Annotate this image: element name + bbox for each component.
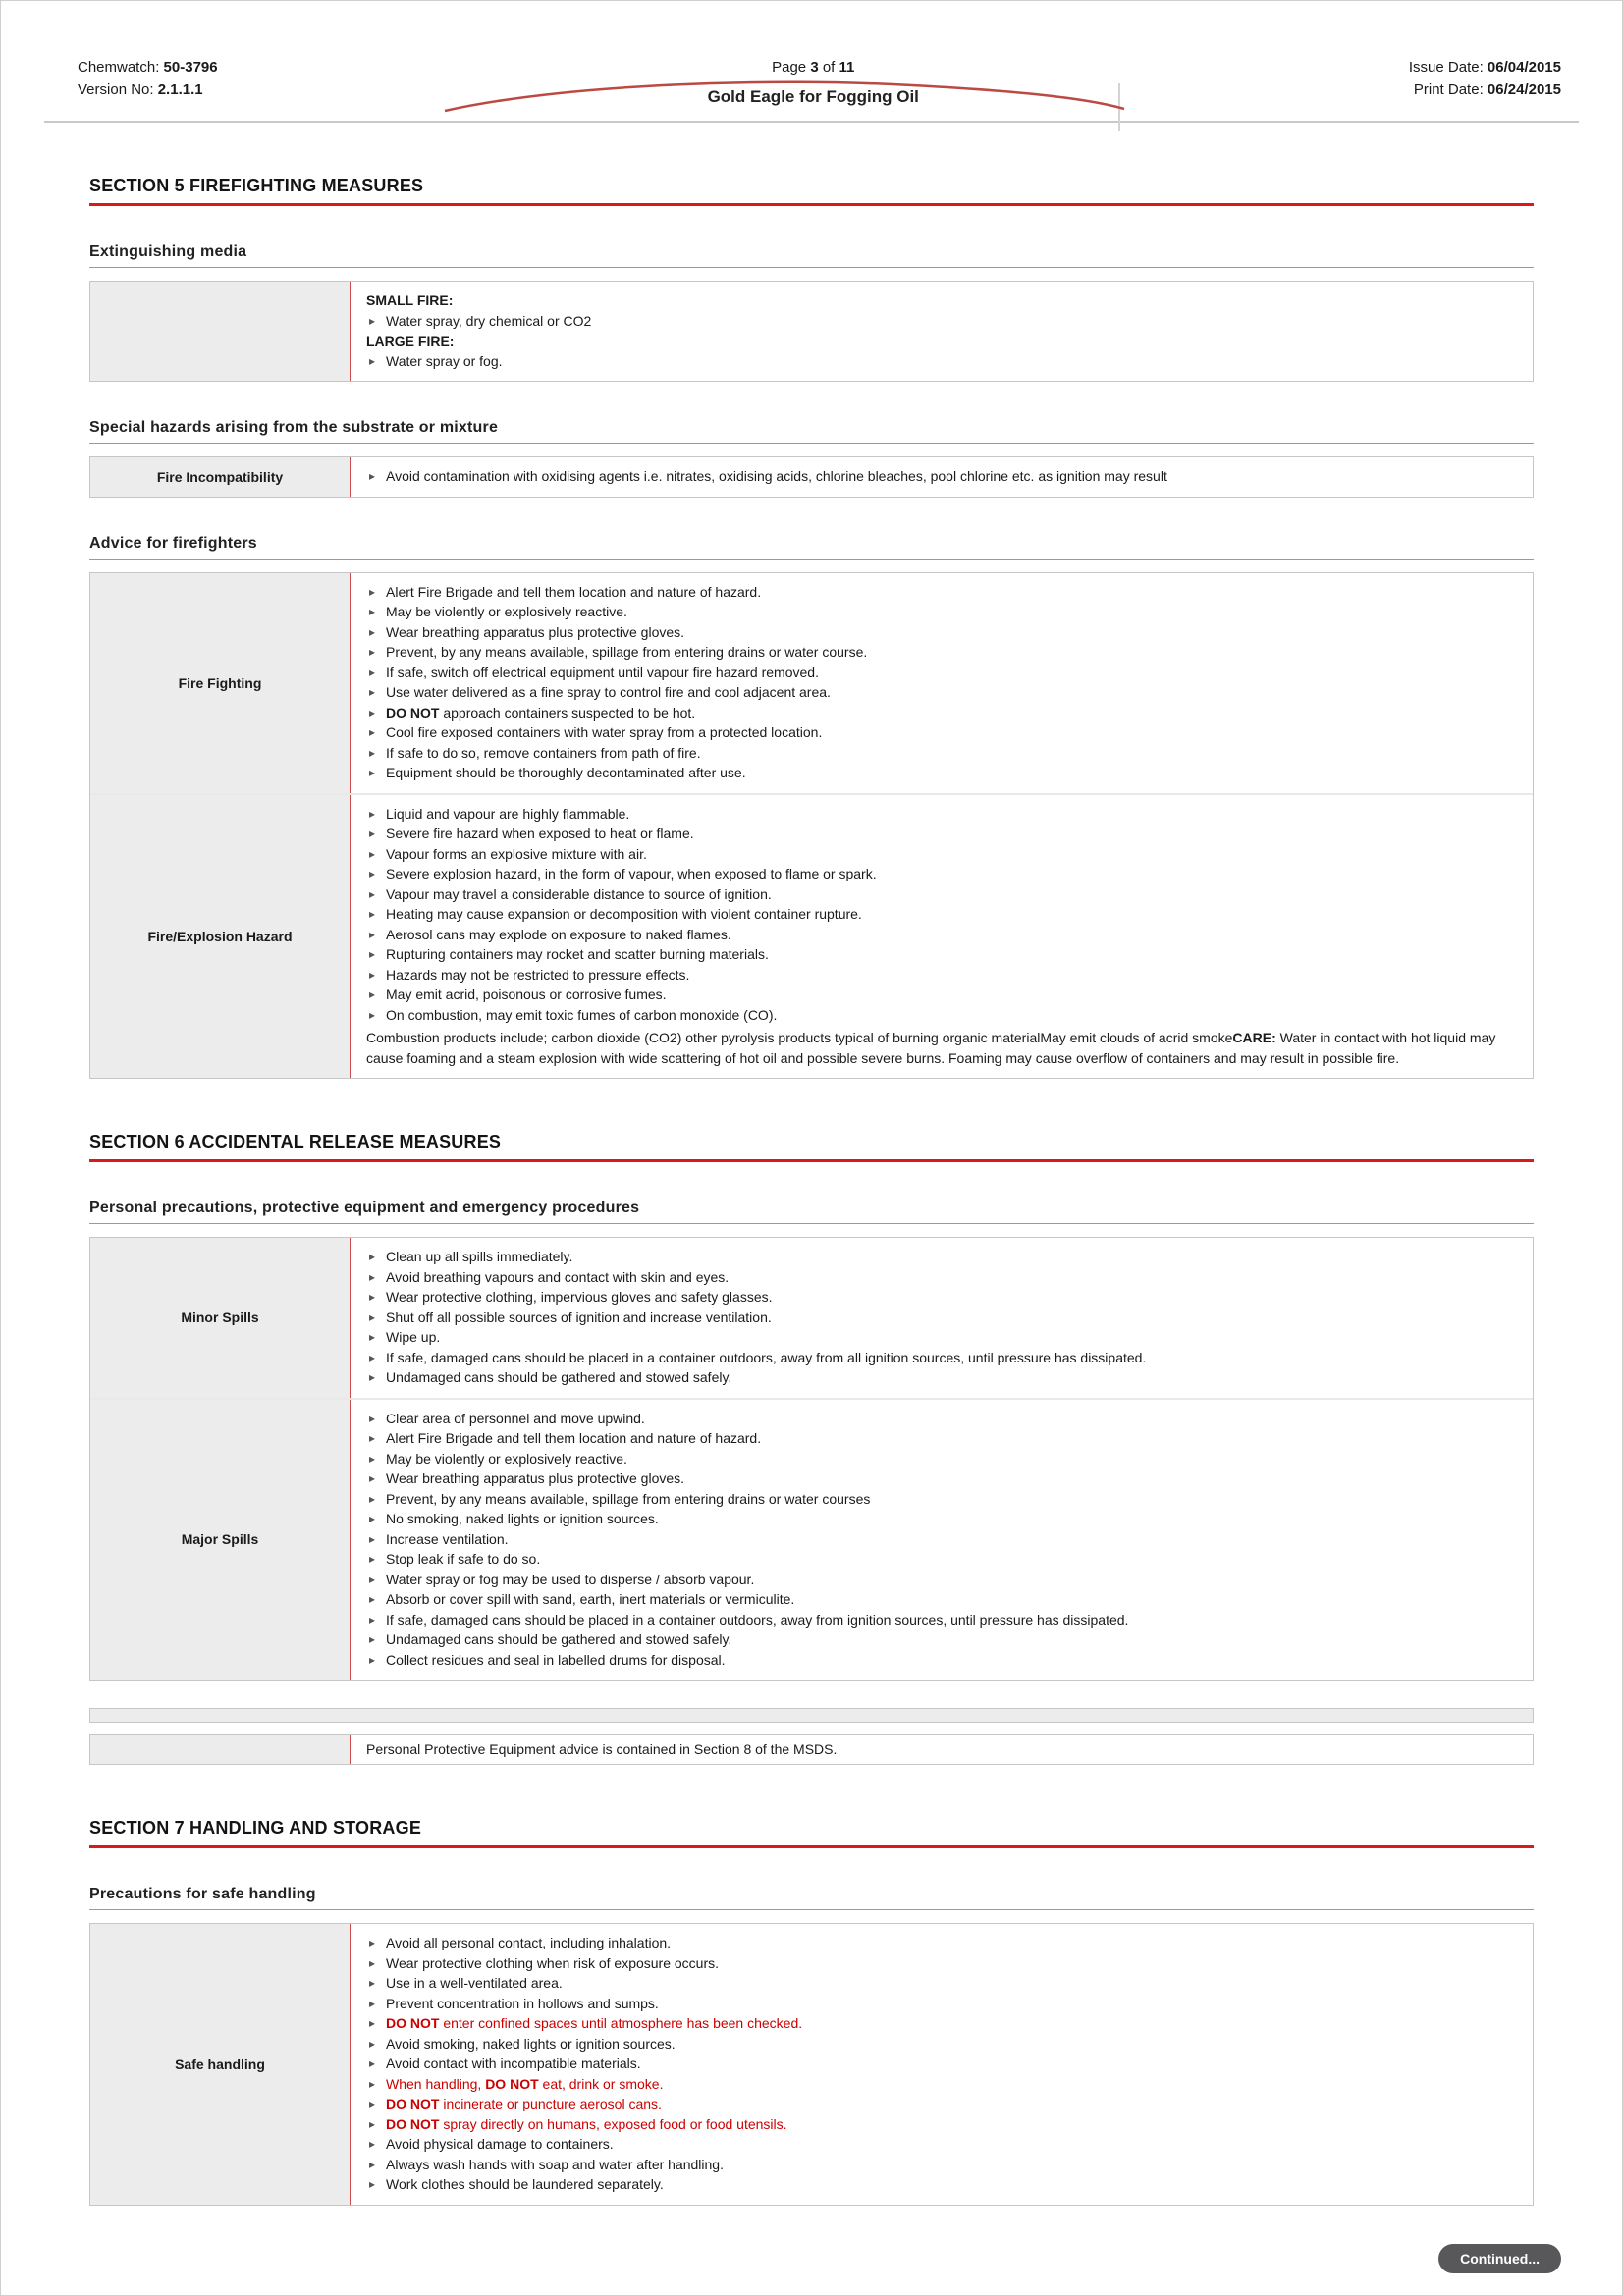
- page-content: [1, 176, 1622, 2206]
- spacer-bar: [89, 1708, 1534, 1723]
- list-item: ▸ Avoid contamination with oxidising agents i.e. nitrates, oxidising acids, chlorine bleaches, pool chlorine etc. as ignition may result: [366, 466, 1517, 487]
- list-item: ▸ May be violently or explosively reactive.: [366, 602, 1517, 622]
- extinguishing-media-heading: Extinguishing media: [89, 243, 247, 260]
- list-item: ▸ Clean up all spills immediately.: [366, 1247, 1517, 1267]
- issue-date: [1409, 56, 1561, 79]
- combustion-text-1: Combustion products include; carbon dioxide (CO2) other pyrolysis products typical of burning organic materialMay emit clouds of acrid smoke: [366, 1030, 1233, 1045]
- list-item: ▸ Work clothes should be laundered separately.: [366, 2174, 1517, 2195]
- fire-incompatibility-label: Fire Incompatibility: [90, 457, 351, 497]
- personal-precautions-rule: [89, 1223, 1534, 1224]
- list-item: ▸ If safe, damaged cans should be placed in a container outdoors, away from ignition sources, until pressure has dissipated.: [366, 1610, 1517, 1630]
- table-row: [90, 1238, 1533, 1398]
- list-item: ▸ May emit acrid, poisonous or corrosive fumes.: [366, 985, 1517, 1005]
- table-row: [90, 1398, 1533, 1681]
- list-item: ▸ Undamaged cans should be gathered and stowed safely.: [366, 1629, 1517, 1650]
- combustion-paragraph: [366, 1028, 1517, 1068]
- extinguishing-media-table: [89, 281, 1534, 382]
- header-right: [1409, 56, 1561, 101]
- list-item: ▸ DO NOT incinerate or puncture aerosol cans.: [366, 2094, 1517, 2114]
- advice-for-firefighters-rule: [89, 559, 1534, 560]
- version-label: Version No:: [78, 81, 154, 98]
- list-item: ▸ Vapour may travel a considerable distance to source of ignition.: [366, 884, 1517, 905]
- fire-incompatibility-list: [366, 466, 1517, 487]
- section-6-rule: [89, 1159, 1534, 1162]
- list-item: ▸ Severe fire hazard when exposed to heat or flame.: [366, 824, 1517, 844]
- ppe-note-label-cell: [90, 1735, 351, 1764]
- fire-explosion-list: [366, 804, 1517, 1026]
- continued-badge: Continued...: [1438, 2244, 1561, 2273]
- list-item: ▸ Use in a well-ventilated area.: [366, 1973, 1517, 1994]
- firefighters-table: [89, 572, 1534, 1080]
- chemwatch-number: [78, 56, 218, 79]
- section-5-title: SECTION 5 FIREFIGHTING MEASURES: [89, 176, 424, 195]
- print-date: [1409, 79, 1561, 101]
- print-date-value: 06/24/2015: [1487, 81, 1561, 98]
- version-number: [78, 79, 218, 101]
- small-fire-heading: SMALL FIRE:: [366, 293, 454, 308]
- page-indicator: [708, 56, 919, 79]
- ppe-note-content: Personal Protective Equipment advice is contained in Section 8 of the MSDS.: [366, 1741, 838, 1757]
- safe-handling-content: [351, 1924, 1533, 2205]
- list-item: ▸ When handling, DO NOT eat, drink or smoke.: [366, 2074, 1517, 2095]
- list-item: ▸ On combustion, may emit toxic fumes of carbon monoxide (CO).: [366, 1005, 1517, 1026]
- section-6-title: SECTION 6 ACCIDENTAL RELEASE MEASURES: [89, 1132, 502, 1151]
- list-item: ▸ Water spray, dry chemical or CO2: [366, 311, 1517, 332]
- list-item: ▸ Undamaged cans should be gathered and stowed safely.: [366, 1367, 1517, 1388]
- extinguishing-media-label-cell: [90, 282, 351, 381]
- list-item: ▸ Prevent, by any means available, spillage from entering drains or water courses: [366, 1489, 1517, 1510]
- list-item: ▸ Clear area of personnel and move upwind.: [366, 1409, 1517, 1429]
- extinguishing-media-content: [351, 282, 1533, 381]
- advice-for-firefighters-heading: Advice for firefighters: [89, 534, 257, 552]
- extinguishing-media-rule: [89, 267, 1534, 268]
- list-item: ▸ Avoid all personal contact, including inhalation.: [366, 1933, 1517, 1953]
- section-5-rule: [89, 203, 1534, 206]
- list-item: ▸ Absorb or cover spill with sand, earth, inert materials or vermiculite.: [366, 1589, 1517, 1610]
- chemwatch-label: Chemwatch:: [78, 59, 160, 76]
- large-fire-heading: LARGE FIRE:: [366, 333, 455, 348]
- list-item: ▸ Prevent, by any means available, spillage from entering drains or water course.: [366, 642, 1517, 663]
- special-hazards-rule: [89, 443, 1534, 444]
- small-fire-list: [366, 311, 1517, 332]
- personal-precautions-heading: Personal precautions, protective equipment and emergency procedures: [89, 1200, 640, 1216]
- section-7-rule: [89, 1845, 1534, 1848]
- page-total: 11: [839, 59, 855, 76]
- list-item: ▸ Avoid contact with incompatible materials.: [366, 2054, 1517, 2074]
- list-item: ▸ DO NOT spray directly on humans, exposed food or food utensils.: [366, 2114, 1517, 2135]
- page-word: Page: [772, 59, 807, 76]
- issue-date-label: Issue Date:: [1408, 59, 1484, 76]
- list-item: ▸ Shut off all possible sources of ignition and increase ventilation.: [366, 1308, 1517, 1328]
- product-title: Gold Eagle for Fogging Oil: [707, 87, 919, 106]
- list-item: ▸ If safe, switch off electrical equipment until vapour fire hazard removed.: [366, 663, 1517, 683]
- fire-fighting-list: [366, 582, 1517, 783]
- table-row: [90, 1735, 1533, 1764]
- list-item: ▸ Aerosol cans may explode on exposure to naked flames.: [366, 925, 1517, 945]
- section-7-title: SECTION 7 HANDLING AND STORAGE: [89, 1818, 422, 1838]
- page-number: 3: [810, 59, 819, 76]
- fire-fighting-content: [351, 573, 1533, 793]
- list-item: ▸ Wear breathing apparatus plus protective gloves.: [366, 1468, 1517, 1489]
- list-item: ▸ Heating may cause expansion or decomposition with violent container rupture.: [366, 904, 1517, 925]
- list-item: ▸ Collect residues and seal in labelled drums for disposal.: [366, 1650, 1517, 1671]
- list-item: ▸ Wear protective clothing, impervious gloves and safety glasses.: [366, 1287, 1517, 1308]
- table-row: [90, 282, 1533, 381]
- page-header: [1, 1, 1622, 107]
- list-item: ▸ Always wash hands with soap and water after handling.: [366, 2155, 1517, 2175]
- list-item: ▸ Wear protective clothing when risk of exposure occurs.: [366, 1953, 1517, 1974]
- table-row: [90, 573, 1533, 793]
- safe-handling-label: Safe handling: [90, 1924, 351, 2205]
- list-item: ▸ Rupturing containers may rocket and scatter burning materials.: [366, 944, 1517, 965]
- list-item: ▸ No smoking, naked lights or ignition sources.: [366, 1509, 1517, 1529]
- fire-explosion-label: Fire/Explosion Hazard: [90, 795, 351, 1079]
- list-item: ▸ Equipment should be thoroughly decontaminated after use.: [366, 763, 1517, 783]
- list-item: ▸ Wear breathing apparatus plus protective gloves.: [366, 622, 1517, 643]
- list-item: ▸ Avoid smoking, naked lights or ignition sources.: [366, 2034, 1517, 2055]
- list-item: ▸ Severe explosion hazard, in the form of vapour, when exposed to flame or spark.: [366, 864, 1517, 884]
- list-item: ▸ Water spray or fog.: [366, 351, 1517, 372]
- list-item: ▸ Avoid physical damage to containers.: [366, 2134, 1517, 2155]
- major-spills-list: [366, 1409, 1517, 1671]
- list-item: ▸ Alert Fire Brigade and tell them location and nature of hazard.: [366, 1428, 1517, 1449]
- safe-handling-rule: [89, 1909, 1534, 1910]
- safe-handling-table: [89, 1923, 1534, 2206]
- list-item: ▸ Prevent concentration in hollows and sumps.: [366, 1994, 1517, 2014]
- header-center: [708, 56, 919, 107]
- fire-incompatibility-content: [351, 457, 1533, 497]
- list-item: ▸ Increase ventilation.: [366, 1529, 1517, 1550]
- list-item: ▸ Vapour forms an explosive mixture with air.: [366, 844, 1517, 865]
- list-item: ▸ DO NOT approach containers suspected to be hot.: [366, 703, 1517, 723]
- list-item: ▸ Wipe up.: [366, 1327, 1517, 1348]
- table-row: [90, 457, 1533, 497]
- minor-spills-content: [351, 1238, 1533, 1398]
- combustion-care-label: CARE:: [1232, 1030, 1276, 1045]
- list-item: ▸ May be violently or explosively reactive.: [366, 1449, 1517, 1469]
- minor-spills-list: [366, 1247, 1517, 1388]
- spills-table: [89, 1237, 1534, 1681]
- table-row: [90, 793, 1533, 1079]
- list-item: ▸ If safe, damaged cans should be placed in a container outdoors, away from all ignition sources, until pressure has dissipated.: [366, 1348, 1517, 1368]
- list-item: ▸ Use water delivered as a fine spray to control fire and cool adjacent area.: [366, 682, 1517, 703]
- list-item: ▸ Avoid breathing vapours and contact with skin and eyes.: [366, 1267, 1517, 1288]
- special-hazards-table: [89, 456, 1534, 498]
- of-word: of: [822, 59, 836, 76]
- print-date-label: Print Date:: [1413, 81, 1484, 98]
- combustion-text-2: Water in contact with hot liquid may cause foaming and a steam explosion with wide scattering of hot oil and possible severe burns. Foaming may cause overflow of containers and may result in possible fire.: [366, 1030, 1496, 1066]
- table-row: [90, 1924, 1533, 2205]
- list-item: ▸ Liquid and vapour are highly flammable.: [366, 804, 1517, 825]
- chemwatch-value: 50-3796: [163, 59, 218, 76]
- issue-date-value: 06/04/2015: [1487, 59, 1561, 76]
- header-left: [78, 56, 218, 101]
- major-spills-label: Major Spills: [90, 1400, 351, 1681]
- list-item: ▸ If safe to do so, remove containers from path of fire.: [366, 743, 1517, 764]
- special-hazards-heading: Special hazards arising from the substrate or mixture: [89, 419, 499, 436]
- list-item: ▸ Water spray or fog may be used to disperse / absorb vapour.: [366, 1570, 1517, 1590]
- list-item: ▸ Hazards may not be restricted to pressure effects.: [366, 965, 1517, 986]
- fire-fighting-label: Fire Fighting: [90, 573, 351, 793]
- list-item: ▸ Cool fire exposed containers with water spray from a protected location.: [366, 722, 1517, 743]
- ppe-note-table: [89, 1734, 1534, 1765]
- safe-handling-heading: Precautions for safe handling: [89, 1886, 316, 1902]
- version-value: 2.1.1.1: [157, 81, 203, 98]
- safe-handling-list: [366, 1933, 1517, 2195]
- large-fire-list: [366, 351, 1517, 372]
- major-spills-content: [351, 1400, 1533, 1681]
- minor-spills-label: Minor Spills: [90, 1238, 351, 1398]
- list-item: ▸ Stop leak if safe to do so.: [366, 1549, 1517, 1570]
- fire-explosion-content: [351, 795, 1533, 1079]
- list-item: ▸ Alert Fire Brigade and tell them location and nature of hazard.: [366, 582, 1517, 603]
- list-item: ▸ DO NOT enter confined spaces until atmosphere has been checked.: [366, 2013, 1517, 2034]
